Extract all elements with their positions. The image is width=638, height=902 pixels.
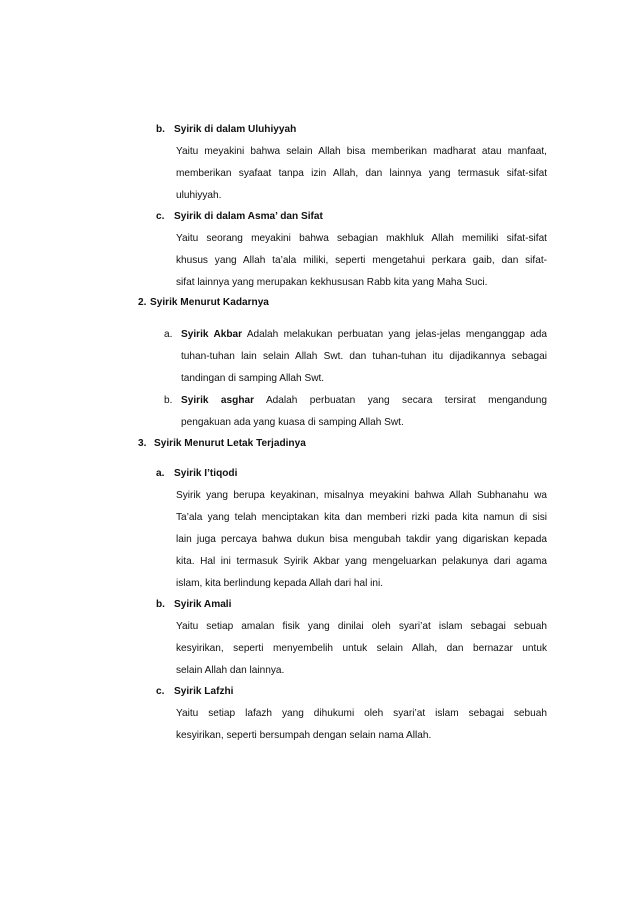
paragraph-line: khusus yang Allah ta’ala miliki, seperti mengetahui perkara gaib, dan sifat- bbox=[176, 255, 547, 266]
paragraph-line: tandingan di samping Allah Swt. bbox=[181, 373, 325, 384]
paragraph-line: Yaitu meyakini bahwa selain Allah bisa memberikan madharat atau manfaat, bbox=[176, 146, 547, 157]
paragraph-line: memberikan syafaat tanpa izin Allah, dan lainnya yang termasuk sifat-sifat bbox=[176, 168, 547, 179]
subheading-asma-sifat: c. Syirik di dalam Asma’ dan Sifat bbox=[156, 211, 323, 222]
subheading-itiqodi: a. Syirik I’tiqodi bbox=[156, 468, 238, 479]
paragraph-line: islam, kita berlindung kepada Allah dari hal ini. bbox=[176, 578, 384, 589]
list-item-syirik-akbar: a. Syirik Akbar Adalah melakukan perbuatan yang jelas-jelas menganggap ada bbox=[164, 329, 547, 340]
paragraph-line: tuhan-tuhan lain selain Allah Swt. dan tuhan-tuhan itu dijadikannya sebagai bbox=[181, 351, 547, 362]
paragraph-line: Syirik yang berupa keyakinan, misalnya meyakini bahwa Allah Subhanahu wa bbox=[176, 490, 547, 501]
paragraph-line: uluhiyyah. bbox=[176, 190, 222, 201]
paragraph-line: pengakuan ada yang kuasa di samping Allah Swt. bbox=[181, 417, 404, 428]
paragraph-line: Yaitu setiap amalan fisik yang dinilai oleh syari’at islam sebagai sebuah bbox=[176, 621, 547, 632]
paragraph-line: kita. Hal ini termasuk Syirik Akbar yang mengeluarkan pelakunya dari agama bbox=[176, 556, 547, 567]
list-item-syirik-asghar: b. Syirik asghar Adalah perbuatan yang secara tersirat mengandung bbox=[164, 395, 547, 406]
heading-letak: 3. Syirik Menurut Letak Terjadinya bbox=[138, 438, 306, 449]
paragraph-line: sifat lainnya yang merupakan kekhususan Rabb kita yang Maha Suci. bbox=[176, 277, 488, 288]
subheading-uluhiyyah: b. Syirik di dalam Uluhiyyah bbox=[156, 124, 297, 135]
subheading-lafzhi: c. Syirik Lafzhi bbox=[156, 686, 234, 697]
paragraph-line: selain Allah dan lainnya. bbox=[176, 665, 285, 676]
subheading-amali: b. Syirik Amali bbox=[156, 599, 232, 610]
paragraph-line: Yaitu seorang meyakini bahwa sebagian makhluk Allah memiliki sifat-sifat bbox=[176, 233, 547, 244]
paragraph-line: lain juga percaya bahwa dukun bisa mengubah takdir yang digariskan kepada bbox=[176, 534, 547, 545]
paragraph-line: kesyirikan, seperti menyembelih untuk selain Allah, dan bernazar untuk bbox=[176, 643, 547, 654]
paragraph-line: Yaitu setiap lafazh yang dihukumi oleh syari’at islam sebagai sebuah bbox=[176, 708, 547, 719]
paragraph-line: kesyirikan, seperti bersumpah dengan selain nama Allah. bbox=[176, 730, 432, 741]
paragraph-line: Ta’ala yang telah menciptakan kita dan memberi rizki pada kita namun di sisi bbox=[176, 512, 547, 523]
heading-kadar: 2. Syirik Menurut Kadarnya bbox=[138, 297, 269, 308]
